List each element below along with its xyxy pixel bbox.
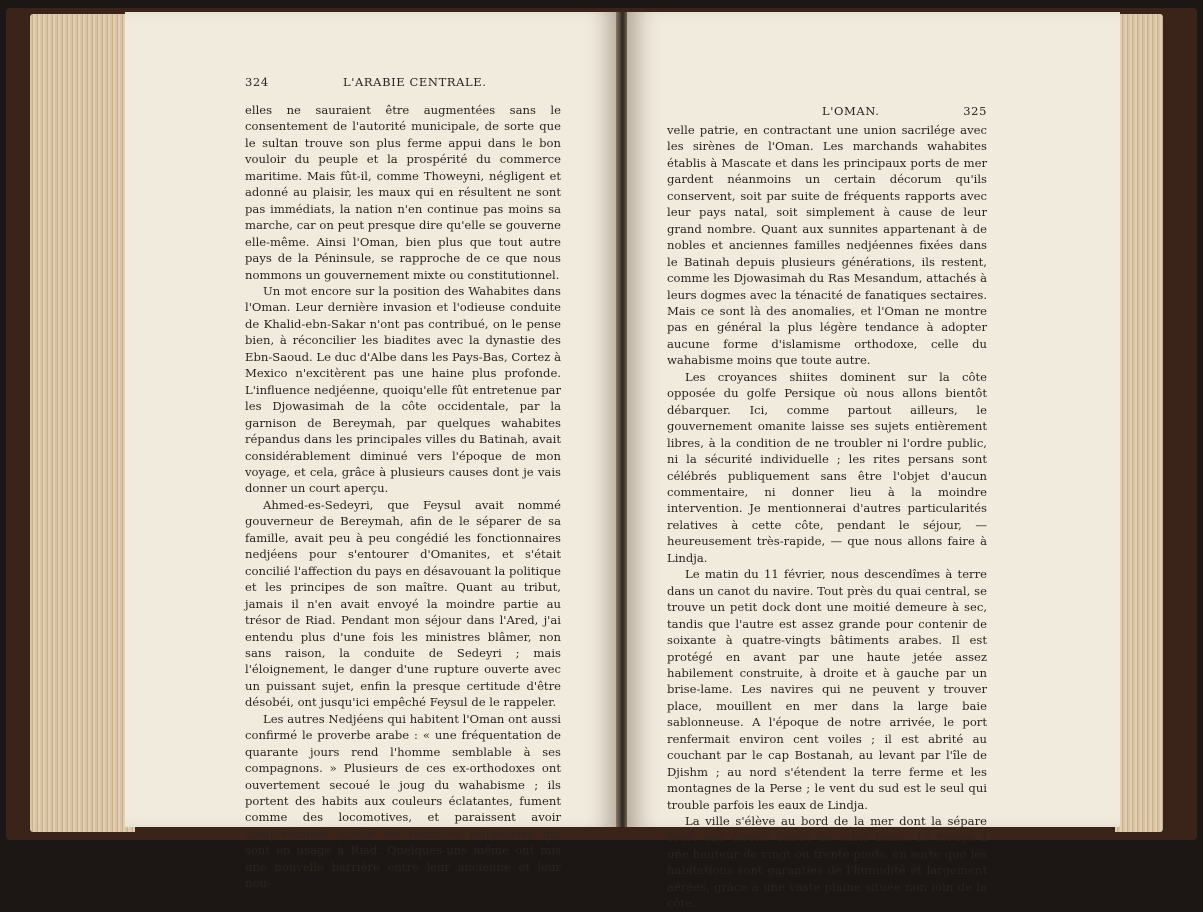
left-running-head: L'ARABIE CENTRALE. bbox=[343, 75, 487, 89]
paragraph: La ville s'élève au bord de la mer dont la sépare seule une étroite bande de sable blanc. Le rivage a une hauteur de vingt ou trente pieds, en sorte que les habitations sont garanties de l'humidité et largement aérées, grâce à une vaste plaine située non loin de la côte. bbox=[667, 814, 987, 911]
right-page-number: 325 bbox=[963, 104, 987, 118]
paragraph: elles ne sauraient être augmentées sans le consentement de l'autorité municipale, de sorte que le sultan trouve son plus ferme appui dans le bon vouloir du peuple et la prospérité du commerce maritime. Mais fût-il, comme Thoweyni, négligent et adonné au plaisir, les maux qui en résultent ne sont pas immédiats, la nation n'en continue pas moins sa marche, car on peut presque dire qu'elle se gouverne elle-même. Ainsi l'Oman, bien plus que tout autre pays de la Péninsule, se rapproche de ce que nous nommons un gouvernement mixte ou constitutionnel. bbox=[245, 103, 561, 282]
left-page-text bbox=[245, 102, 561, 892]
paragraph: Le matin du 11 février, nous descendîmes à terre dans un canot du navire. Tout près du quai central, se trouve un petit dock dont une moitié demeure à sec, tandis que l'autre est assez grande pour contenir de soixante à quatre-vingts bâtiments arabes. Il est protégé en avant par une haute jetée assez habilement construite, à droite et à gauche par un brise-lame. Les navires qui ne peuvent y trouver place, mouillent en mer dans la large baie sablonneuse. A l'époque de notre arrivée, le port renfermait environ cent voiles ; il est abrité au couchant par le cap Bostanah, au levant par l'île de Djishm ; au nord s'étendent la terre ferme et les montagnes de la Perse ; le vent du sud est le seul qui trouble parfois les eaux de Lindja. bbox=[667, 567, 987, 812]
page-edges-right bbox=[1115, 14, 1163, 832]
left-page-number: 324 bbox=[245, 75, 269, 89]
right-page-text bbox=[667, 122, 987, 912]
right-running-head: L'OMAN. bbox=[822, 104, 880, 118]
paragraph: Ahmed-es-Sedeyri, que Feysul avait nommé gouverneur de Bereymah, afin de le séparer de sa famille, avait peu à peu congédié les fonctionnaires nedjéens pour s'entourer d'Omanites, et s'était concilié l'affection du pays en désavouant la politique et les principes de son maître. Quant au tribut, jamais il n'en avait envoyé la moindre partie au trésor de Riad. Pendant mon séjour dans l'Ared, j'ai entendu plus d'une fois les ministres blâmer, non sans raison, la conduite de Sedeyri ; mais l'éloignement, le danger d'une rupture ouverte avec un puissant sujet, enfin la presque certitude d'être désobéi, ont jusqu'ici empêché Feysul de le rappeler. bbox=[245, 497, 561, 710]
paragraph: Un mot encore sur la position des Wahabites dans l'Oman. Leur dernière invasion et l'odieuse conduite de Khalid-ebn-Sakar n'ont pas contribué, on le pense bien, à réconcilier les biadites avec la dynastie des Ebn-Saoud. Le duc d'Albe dans les Pays-Bas, Cortez à Mexico n'excitèrent pas une haine plus profonde. L'influence nedjéenne, quoiqu'elle fût entretenue par les Djowasimah de la côte occidentale, par la garnison de Bereymah, par quelques wahabites répandus dans les principales villes du Batinah, avait considérablement diminué vers l'époque de mon voyage, et cela, grâce à plusieurs causes dont je vais donner un court aperçu. bbox=[245, 283, 561, 496]
page-edges-left bbox=[30, 14, 135, 832]
left-page bbox=[125, 12, 618, 891]
paragraph: Les croyances shiites dominent sur la côte opposée du golfe Persique où nous allons bientôt débarquer. Ici, comme partout ailleurs, le gouvernement omanite laisse ses sujets entièrement libres, à la condition de ne troubler ni l'ordre public, ni la sécurité individuelle ; les rites persans sont célébrés publiquement sans être l'objet d'aucun commentaire, ni donner lieu à la moindre intervention. Je mentionnerai d'autres particularités relatives à cette côte, pendant le séjour, — heureusement très-rapide, — que nous allons faire à Lindja. bbox=[667, 369, 987, 565]
paragraph: velle patrie, en contractant une union sacrilége avec les sirènes de l'Oman. Les marchands wahabites établis à Mascate et dans les principaux ports de mer gardent néanmoins un certain décorum qu'ils conservent, soit par suite de fréquents rapports avec leur pays natal, soit simplement à cause de leur grand nombre. Quant aux sunnites appartenant à de nobles et anciennes familles nedjéennes fixées dans le Batinah depuis plusieurs générations, ils restent, comme les Djowasimah du Ras Mesandum, attachés à leurs dogmes avec la ténacité de fanatiques sectaires. Mais ce sont là des anomalies, et l'Oman ne montre pas en général la plus légère tendance à adopter aucune forme d'islamisme orthodoxe, celle du wahabisme moins que toute autre. bbox=[667, 123, 987, 368]
right-page bbox=[627, 12, 1120, 911]
paragraph: Les autres Nedjéens qui habitent l'Oman ont aussi confirmé le proverbe arabe : « une fréquentation de quarante jours rend l'homme semblable à ses compagnons. » Plusieurs de ces ex-orthodoxes ont ouvertement secoué le joug du wahabisme ; ils portent des habits aux couleurs éclatantes, fument comme des locomotives, et paraissent avoir complétement oublié les formules religieuses qui sont en usage à Riad. Quelques-uns même ont mis une nouvelle barrière entre leur ancienne et leur nou- bbox=[245, 711, 561, 891]
